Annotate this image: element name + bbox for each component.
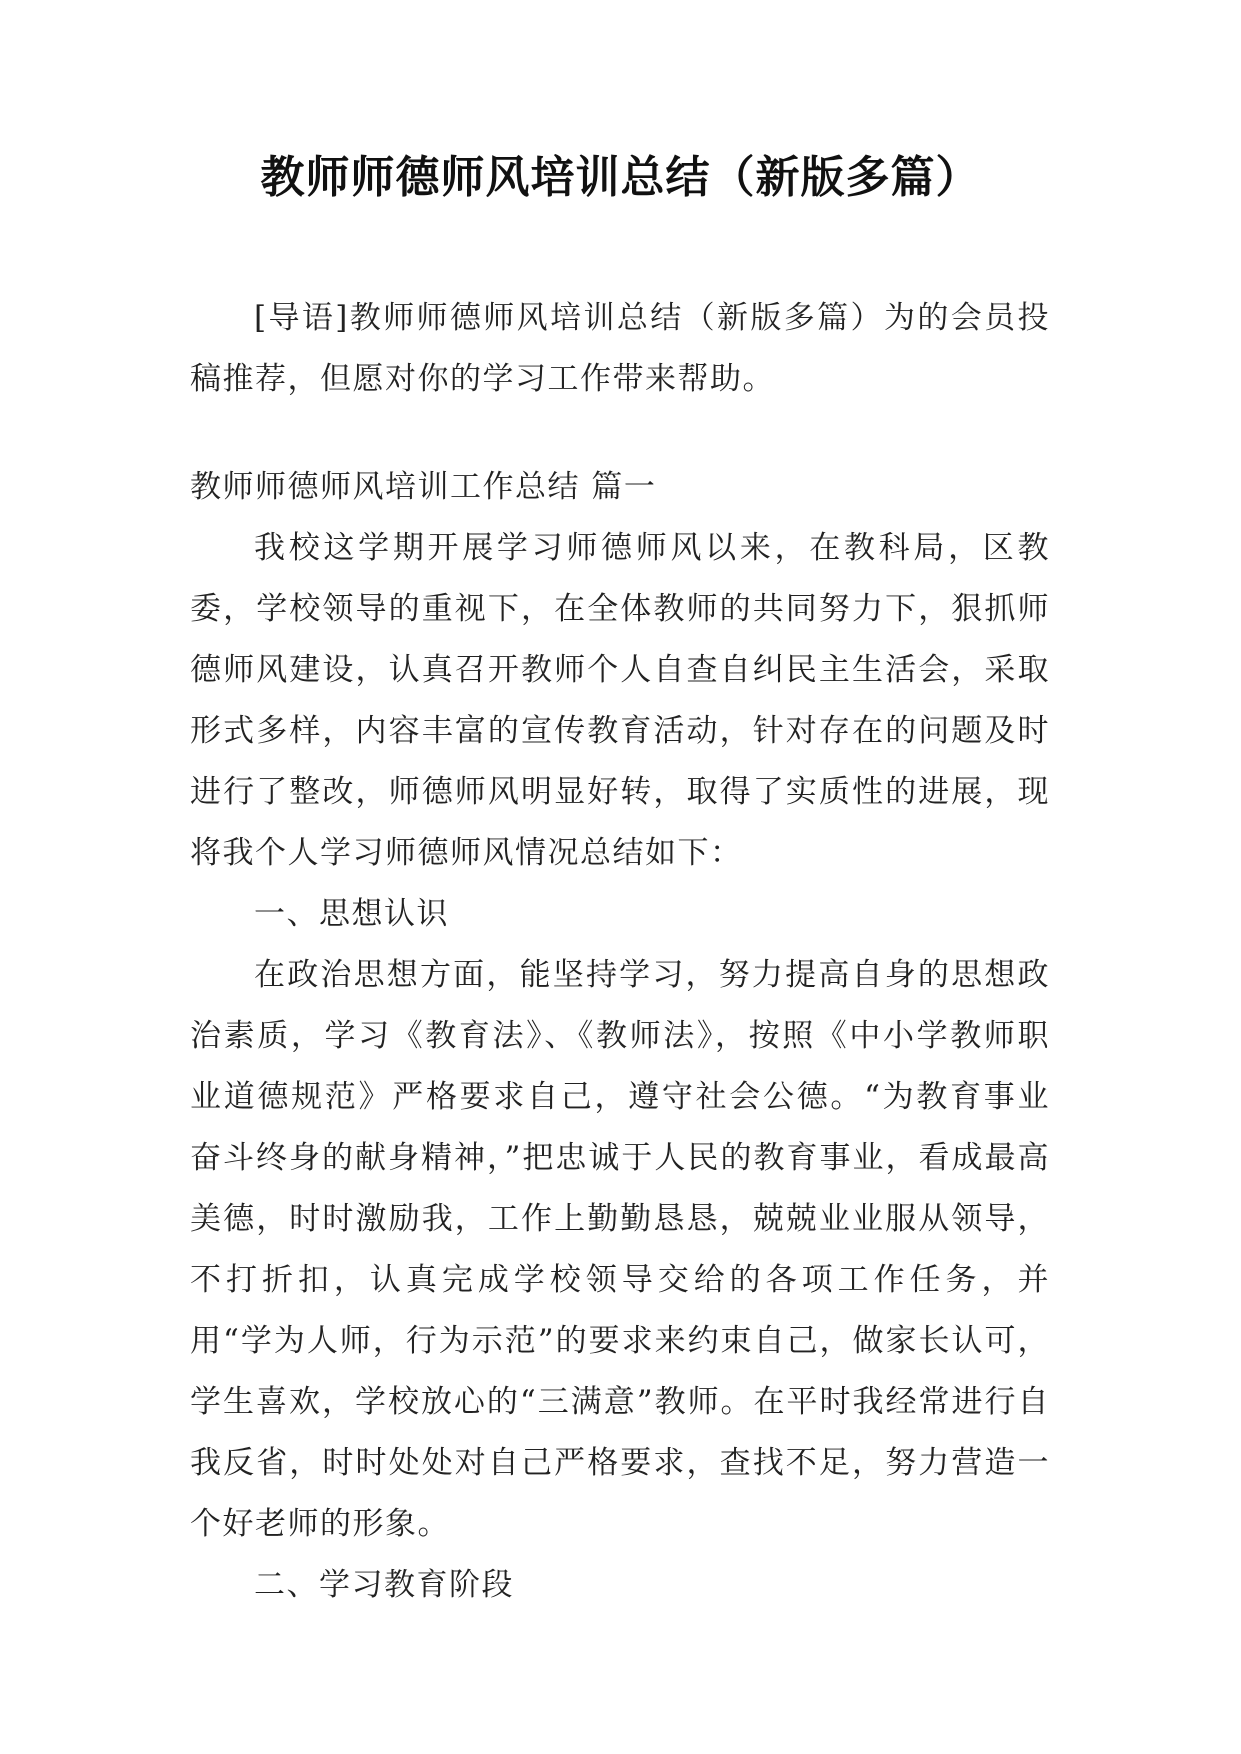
section-heading: 二、学习教育阶段 [254, 1567, 514, 1603]
document-body [190, 288, 1050, 1616]
body-paragraph: 我校这学期开展学习师德师风以来，在教科局，区教委，学校领导的重视下，在全体教师的共同努力下，狠抓师德师风建设，认真召开教师个人自查自纠民主生活会，采取形式多样，内容丰富的宣传教育活动，针对存在的问题及时进行了整改，师德师风明显好转，取得了实质性的进展，现将我个人学习师德师风情况总结如下： [190, 530, 1050, 871]
body-paragraph: 在政治思想方面，能坚持学习，努力提高自身的思想政治素质，学习《教育法》、《教师法》，按照《中小学教师职业道德规范》严格要求自己，遵守社会公德。“为教育事业奋斗终身的献身精神，”把忠诚于人民的教育事业，看成最高美德，时时激励我，工作上勤勤恳恳，兢兢业业服从领导，不打折扣，认真完成学校领导交给的各项工作任务，并用“学为人师，行为示范”的要求来约束自己，做家长认可，学生喜欢，学校放心的“三满意”教师。在平时我经常进行自我反省，时时处处对自己严格要求，查找不足，努力营造一个好老师的形象。 [190, 957, 1050, 1542]
section-heading: 一、思想认识 [254, 896, 449, 932]
intro-paragraph: [导语]教师师德师风培训总结（新版多篇）为的会员投稿推荐，但愿对你的学习工作带来帮助。 [190, 300, 1050, 397]
page-title: 教师师德师风培训总结（新版多篇） [260, 152, 981, 203]
section-title: 教师师德师风培训工作总结 篇一 [190, 469, 657, 505]
